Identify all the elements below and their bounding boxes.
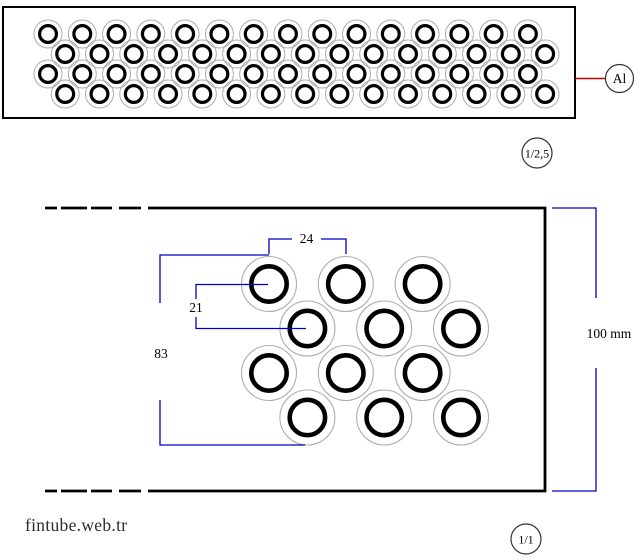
tube-circle [348, 66, 365, 83]
dim-21-label: 21 [189, 300, 203, 315]
finned-tube [434, 301, 489, 356]
tube-circle [451, 26, 468, 43]
tube-circle [108, 26, 125, 43]
tube-circle [400, 46, 417, 63]
tube-circle [142, 66, 159, 83]
tube-circle [245, 26, 262, 43]
finned-tube [445, 20, 473, 48]
watermark-text: fintube.web.tr [25, 515, 128, 535]
tube-circle [142, 26, 159, 43]
tube-circle [251, 355, 286, 390]
tube-circle [485, 66, 502, 83]
finned-tube [51, 80, 79, 108]
finned-tube [240, 20, 268, 48]
finned-tube [394, 80, 422, 108]
finned-tube [103, 20, 131, 48]
finned-tube [257, 80, 285, 108]
tube-circle [443, 400, 478, 435]
tube-circle [262, 86, 279, 103]
finned-tube [308, 20, 336, 48]
finned-tube [120, 40, 148, 68]
finned-tube [463, 40, 491, 68]
tube-circle [405, 266, 440, 301]
finned-tube [360, 40, 388, 68]
finned-tube [514, 20, 542, 48]
finned-tube [318, 257, 373, 312]
tube-circle [194, 46, 211, 63]
tube-circle [434, 86, 451, 103]
overview-scale-label: 1/2,5 [524, 146, 550, 161]
finned-tube [120, 80, 148, 108]
finned-tube [280, 390, 335, 445]
tube-circle [74, 26, 91, 43]
finned-tube [395, 257, 450, 312]
finned-tube [223, 40, 251, 68]
tube-circle [314, 66, 331, 83]
tube-circle [290, 400, 325, 435]
finned-tube [325, 80, 353, 108]
callout-material-label: Al [612, 71, 627, 86]
tube-circle [125, 86, 142, 103]
tube-circle [40, 66, 57, 83]
finned-tube [188, 80, 216, 108]
finned-tube [411, 60, 439, 88]
finned-tube [291, 80, 319, 108]
finned-tube [428, 80, 456, 108]
tube-circle [434, 46, 451, 63]
dim-100-lower-bracket [552, 368, 596, 491]
finned-tube [154, 80, 182, 108]
tube-circle [443, 311, 478, 346]
finned-tube [514, 60, 542, 88]
finned-tube [242, 346, 297, 401]
tube-circle [520, 66, 537, 83]
finned-tube [445, 60, 473, 88]
tube-circle [405, 355, 440, 390]
tube-circle [367, 311, 402, 346]
finned-tube [357, 301, 412, 356]
finned-tube [223, 80, 251, 108]
finned-tube [137, 60, 165, 88]
finned-tube [171, 60, 199, 88]
tube-circle [40, 26, 57, 43]
tube-circle [211, 26, 228, 43]
finned-tube [497, 80, 525, 108]
tube-circle [502, 86, 519, 103]
finned-tube [240, 60, 268, 88]
tube-circle [297, 46, 314, 63]
tube-circle [194, 86, 211, 103]
finned-tube [51, 40, 79, 68]
finned-tube [205, 20, 233, 48]
finned-tube [103, 60, 131, 88]
finned-tube [357, 390, 412, 445]
tube-circle [57, 46, 74, 63]
finned-tube [34, 60, 62, 88]
finned-tube [377, 20, 405, 48]
tube-circle [502, 46, 519, 63]
finned-tube [68, 60, 96, 88]
finned-tube [34, 20, 62, 48]
tube-circle [365, 86, 382, 103]
tube-circle [400, 86, 417, 103]
finned-tube [274, 20, 302, 48]
tube-circle [160, 86, 177, 103]
tube-circle [280, 26, 297, 43]
tube-circle [451, 66, 468, 83]
tube-circle [537, 46, 554, 63]
dim-100mm-label: 100 mm [586, 326, 632, 341]
tube-circle [125, 46, 142, 63]
tube-circle [520, 26, 537, 43]
tube-circle [160, 46, 177, 63]
tube-circle [331, 46, 348, 63]
tube-circle [211, 66, 228, 83]
finned-tube [85, 80, 113, 108]
finned-tube [394, 40, 422, 68]
finned-tube [531, 80, 559, 108]
finned-tube [497, 40, 525, 68]
finned-tube [480, 60, 508, 88]
finned-tube [318, 346, 373, 401]
finned-tube [428, 40, 456, 68]
tube-circle [74, 66, 91, 83]
tube-circle [177, 26, 194, 43]
tube-circle [382, 26, 399, 43]
tube-circle [91, 46, 108, 63]
finned-tube [308, 60, 336, 88]
finned-tube [171, 20, 199, 48]
tube-circle [468, 86, 485, 103]
finned-tube [205, 60, 233, 88]
tube-circle [365, 46, 382, 63]
tube-circle [367, 400, 402, 435]
finned-tube [154, 40, 182, 68]
finned-tube [325, 40, 353, 68]
dim-24-right-bracket [321, 239, 346, 254]
tube-circle [228, 86, 245, 103]
tube-circle [417, 66, 434, 83]
finned-tube [257, 40, 285, 68]
finned-tube [434, 390, 489, 445]
tube-circle [537, 86, 554, 103]
tube-circle [262, 46, 279, 63]
tube-circle [297, 86, 314, 103]
finned-tube [480, 20, 508, 48]
detail-tube-bundle [242, 257, 489, 446]
finned-tube [188, 40, 216, 68]
finned-tube [274, 60, 302, 88]
tube-circle [485, 26, 502, 43]
dim-100-upper-bracket [552, 208, 596, 298]
finned-tube [360, 80, 388, 108]
tube-circle [280, 66, 297, 83]
finned-tube [395, 346, 450, 401]
dim-24-label: 24 [299, 231, 314, 246]
dim-83-label: 83 [154, 346, 168, 361]
finned-tube [377, 60, 405, 88]
detail-scale-label: 1/1 [518, 532, 534, 547]
tube-circle [328, 266, 363, 301]
finned-tube [343, 60, 371, 88]
tube-circle [177, 66, 194, 83]
finned-tube [137, 20, 165, 48]
finned-tube [463, 80, 491, 108]
tube-circle [417, 26, 434, 43]
tube-circle [468, 46, 485, 63]
tube-circle [328, 355, 363, 390]
tube-circle [314, 26, 331, 43]
tube-circle [228, 46, 245, 63]
tube-circle [331, 86, 348, 103]
finned-tube [531, 40, 559, 68]
finned-tube [85, 40, 113, 68]
tube-circle [382, 66, 399, 83]
finned-tube [291, 40, 319, 68]
finned-tube [343, 20, 371, 48]
finned-tube [411, 20, 439, 48]
dim-83-lower-line [160, 400, 305, 445]
tube-circle [245, 66, 262, 83]
tube-circle [348, 26, 365, 43]
tube-circle [57, 86, 74, 103]
dim-24-left-bracket [269, 239, 292, 254]
tube-circle [91, 86, 108, 103]
tube-circle [108, 66, 125, 83]
finned-tube [68, 20, 96, 48]
